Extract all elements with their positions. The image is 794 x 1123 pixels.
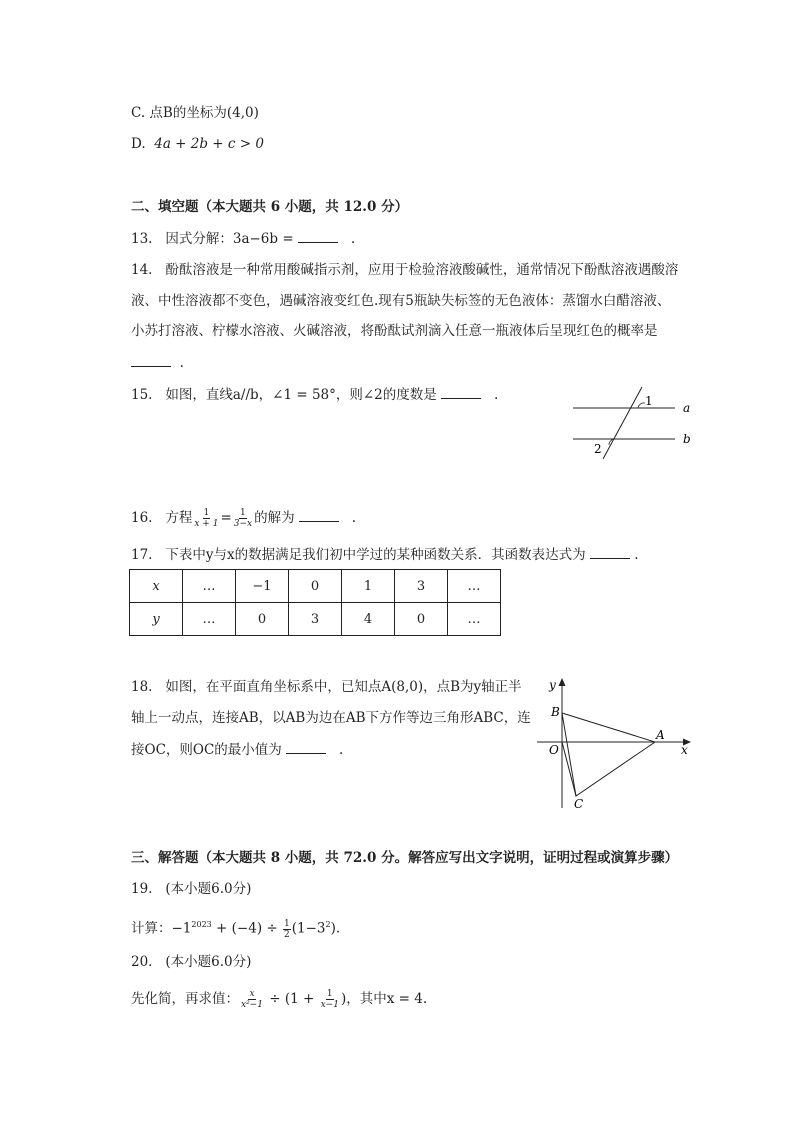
- numerator: 1: [240, 508, 246, 518]
- table-cell: −1: [236, 570, 289, 603]
- question-14-line-1: [131, 261, 678, 279]
- expression-part: ÷ (1 +: [264, 991, 319, 1007]
- y-axis-arrow: [559, 678, 566, 686]
- numerator: x: [249, 989, 255, 999]
- question-score: (本小题6.0分): [165, 881, 252, 897]
- table-cell: x: [130, 570, 183, 603]
- question-number: 15.: [131, 387, 153, 403]
- question-text: 酚酞溶液是一种常用酸碱指示剂，应用于检验溶液酸碱性，通常情况下酚酞溶液遇酸溶: [165, 262, 679, 278]
- denominator: x−1: [320, 1000, 339, 1010]
- expression-part: 计算：−1: [131, 920, 192, 937]
- answer-blank[interactable]: [298, 229, 338, 243]
- table-cell: 0: [395, 603, 448, 636]
- question-number: 14.: [131, 262, 153, 278]
- answer-blank[interactable]: [590, 545, 630, 559]
- question-score: (本小题6.0分): [165, 954, 252, 970]
- parallel-lines-figure: [565, 385, 700, 460]
- denominator: 3−x: [233, 519, 253, 529]
- question-16: [131, 506, 356, 530]
- question-text: 下表中y与x的数据满足我们初中学过的某种函数关系．其函数表达式为: [165, 547, 586, 563]
- table-cell: 4: [342, 603, 395, 636]
- denominator: 2: [284, 929, 290, 940]
- question-text: 接OC，则OC的最小值为: [131, 742, 282, 758]
- point-c-label: C: [574, 797, 584, 811]
- question-number: 20.: [131, 954, 153, 970]
- section-heading-fill-in: 二、填空题（本大题共 6 小题，共 12.0 分）: [131, 199, 409, 215]
- segment-oc: [562, 742, 576, 796]
- question-text: 如图，直线a//b，∠1 = 58°，则∠2的度数是: [165, 387, 437, 403]
- question-text-tail: 的解为: [254, 510, 295, 526]
- answer-blank[interactable]: [441, 385, 481, 399]
- question-text: 因式分解：3a−6b =: [165, 231, 294, 247]
- expression-part: ).: [330, 920, 341, 937]
- answer-blank[interactable]: [286, 740, 326, 754]
- question-20-expression: [131, 986, 427, 1012]
- denominator: x²−1: [241, 1000, 263, 1010]
- question-18-line-2: 轴上一动点，连接AB，以AB为边在AB下方作等边三角形ABC，连: [131, 710, 531, 726]
- table-cell: 3: [395, 570, 448, 603]
- expression-part: (1−3: [291, 920, 326, 937]
- question-18-line-3: [131, 740, 343, 759]
- line-b-label: b: [683, 432, 691, 446]
- option-d: [131, 135, 264, 153]
- question-end: .: [338, 742, 344, 758]
- angle-2-label: 2: [594, 442, 602, 456]
- triangle-abc: [562, 713, 655, 796]
- fraction-2: [320, 989, 340, 1010]
- table-cell: …: [448, 603, 501, 636]
- question-number: 18.: [131, 679, 153, 695]
- option-c: C. 点B的坐标为(4,0): [131, 105, 259, 121]
- numerator: 1: [326, 989, 333, 999]
- table-row: [130, 603, 501, 636]
- table-row: [130, 570, 501, 603]
- table-cell: 3: [289, 603, 342, 636]
- option-d-expression: 4a + 2b + c > 0: [154, 136, 264, 152]
- question-text: 如图，在平面直角坐标系中，已知点A(8,0)，点B为y轴正半: [165, 679, 522, 695]
- exponent: 2: [325, 920, 331, 929]
- question-14-line-2: 液、中性溶液都不变色，遇碱溶液变红色.现有5瓶缺失标签的无色液体：蒸馏水白醋溶液、: [131, 293, 671, 309]
- question-13: [131, 229, 355, 248]
- question-19-header: [131, 880, 251, 898]
- fraction-half: [283, 919, 291, 940]
- section-heading-solutions: 三、解答题（本大题共 8 小题，共 72.0 分。解答应写出文字说明，证明过程或演算步骤）: [131, 850, 679, 866]
- question-end: .: [350, 231, 356, 247]
- expression-part: + (−4) ÷: [211, 920, 282, 937]
- angle-1-label: 1: [645, 394, 653, 408]
- numerator: 1: [284, 918, 290, 929]
- line-a-label: a: [683, 401, 691, 415]
- expression-part: )，其中x = 4.: [340, 991, 428, 1007]
- table-cell: …: [448, 570, 501, 603]
- numerator: 1: [203, 508, 210, 518]
- question-14-line-3: 小苏打溶液、柠檬水溶液、火碱溶液，将酚酞试剂滴入任意一瓶液体后呈现红色的概率是: [131, 323, 658, 339]
- point-b-label: B: [551, 705, 560, 719]
- question-14-line-4: [131, 353, 184, 372]
- question-text: 方程: [165, 510, 193, 526]
- question-number: 16.: [131, 510, 153, 526]
- answer-blank[interactable]: [299, 508, 339, 522]
- question-17: [131, 545, 639, 564]
- question-15: [131, 385, 498, 404]
- question-end: .: [493, 387, 499, 403]
- question-20-header: [131, 953, 251, 971]
- angle-1-arc: [638, 403, 645, 408]
- table-cell: …: [183, 570, 236, 603]
- option-d-label: D.: [131, 136, 146, 152]
- table-cell: 0: [236, 603, 289, 636]
- question-end: .: [634, 547, 639, 563]
- question-number: 13.: [131, 231, 153, 247]
- question-number: 17.: [131, 547, 153, 563]
- denominator: x + 1: [194, 519, 219, 529]
- question-18-line-1: [131, 678, 522, 696]
- transversal-line: [603, 387, 642, 459]
- table-cell: y: [130, 603, 183, 636]
- fraction-2: [233, 508, 253, 529]
- equals-sign: =: [220, 510, 232, 526]
- table-cell: …: [183, 603, 236, 636]
- values-table: [129, 569, 501, 636]
- point-a-label: A: [656, 728, 665, 742]
- table-cell: 1: [342, 570, 395, 603]
- table-cell: 0: [289, 570, 342, 603]
- exponent: 2023: [191, 920, 212, 929]
- fraction-1: [193, 508, 219, 529]
- origin-label: O: [549, 743, 559, 757]
- question-end: .: [179, 355, 184, 371]
- coordinate-figure: [535, 672, 695, 814]
- y-axis-label: y: [549, 678, 556, 692]
- expression-part: 先化简，再求值：: [131, 991, 239, 1007]
- x-axis-label: x: [681, 743, 688, 757]
- answer-blank[interactable]: [131, 353, 171, 367]
- question-19-expression: [131, 913, 340, 941]
- question-end: .: [351, 510, 357, 526]
- fraction-1: [240, 989, 264, 1010]
- question-number: 19.: [131, 881, 153, 897]
